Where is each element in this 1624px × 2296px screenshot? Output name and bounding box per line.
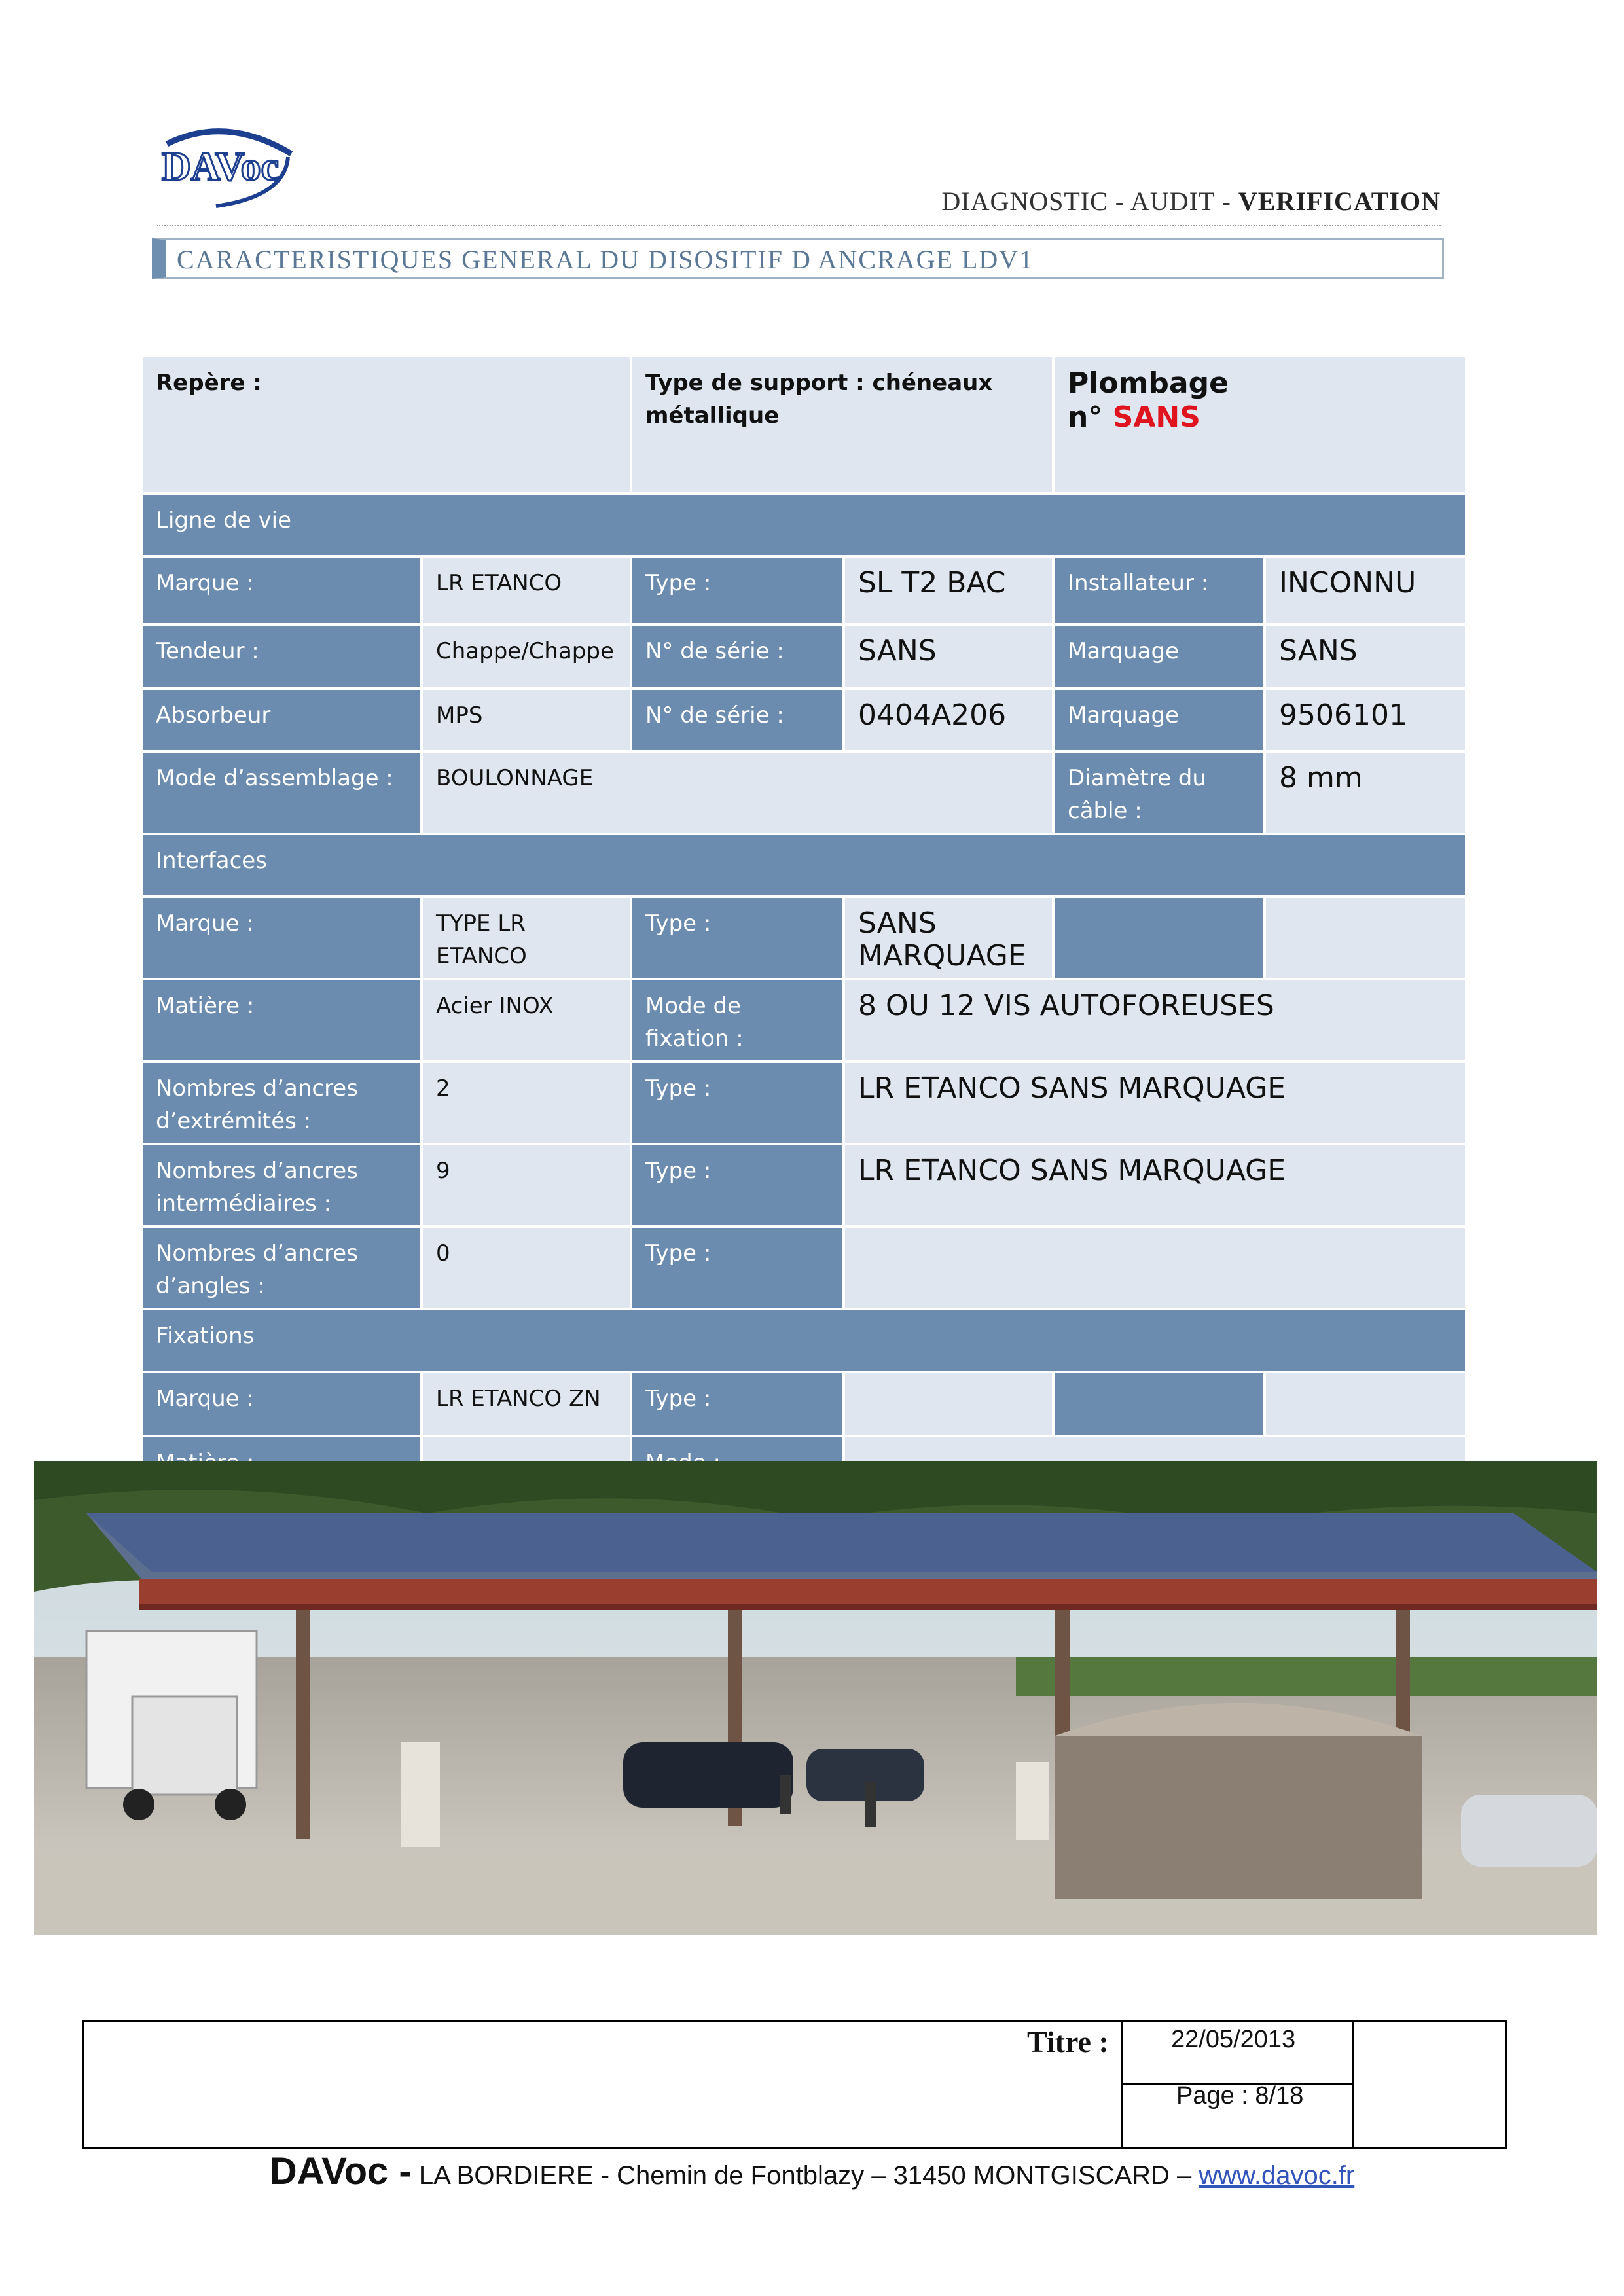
plombage — [1053, 356, 1466, 493]
ldv-marque-label: Marque : — [141, 556, 422, 624]
footer-address-text: LA BORDIERE - Chemin de Fontblazy – 31450 MONTGISCARD – — [411, 2161, 1199, 2190]
absorbeur-value: MPS — [422, 689, 631, 751]
ldv-type-label: Type : — [631, 556, 844, 624]
ldv-marque-value: LR ETANCO — [422, 556, 631, 624]
repere-label: Repère : — [141, 356, 631, 493]
intermediaires-type-value: LR ETANCO SANS MARQUAGE — [844, 1144, 1466, 1227]
tendeur-marquage-value: SANS — [1265, 624, 1466, 689]
footer-titre-label: Titre : — [1027, 2025, 1109, 2058]
section-ligne-de-vie: Ligne de vie — [141, 493, 1466, 556]
section-interfaces: Interfaces — [141, 834, 1466, 897]
diametre-value: 8 mm — [1265, 751, 1466, 834]
footer-page-number: Page : 8/18 — [1176, 2082, 1304, 2109]
absorbeur-marquage-value: 9506101 — [1265, 689, 1466, 751]
absorbeur-serie-value: 0404A206 — [844, 689, 1053, 751]
footer-address — [0, 2149, 1624, 2193]
tendeur-marquage-label: Marquage — [1053, 624, 1265, 689]
fix-marque-value: LR ETANCO ZN — [422, 1372, 631, 1436]
absorbeur-serie-label: N° de série : — [631, 689, 844, 751]
plombage-label: Plombage — [1068, 367, 1229, 400]
angles-type-label: Type : — [631, 1227, 844, 1309]
intermediaires-label: Nombres d’ancres intermédiaires : — [141, 1144, 422, 1227]
fix-empty-light — [1265, 1372, 1466, 1436]
fix-empty-dark — [1053, 1372, 1265, 1436]
extremites-type-label: Type : — [631, 1062, 844, 1144]
footer-date: 22/05/2013 — [1171, 2026, 1296, 2053]
footer-box — [82, 2020, 1507, 2149]
tendeur-serie-value: SANS — [844, 624, 1053, 689]
tendeur-value: Chappe/Chappe — [422, 624, 631, 689]
characteristics-table — [140, 355, 1468, 1503]
logo-text: DAVoc — [162, 145, 280, 189]
tendeur-label: Tendeur : — [141, 624, 422, 689]
angles-label: Nombres d’ancres d’angles : — [141, 1227, 422, 1309]
intermediaires-value: 9 — [422, 1144, 631, 1227]
ldv-installateur-label: Installateur : — [1053, 556, 1265, 624]
int-fixation-value: 8 OU 12 VIS AUTOFOREUSES — [844, 979, 1466, 1062]
int-empty-dark — [1053, 897, 1265, 979]
int-marque-value: TYPE LR ETANCO — [422, 897, 631, 979]
absorbeur-marquage-label: Marquage — [1053, 689, 1265, 751]
int-matiere-label: Matière : — [141, 979, 422, 1062]
absorbeur-label: Absorbeur — [141, 689, 422, 751]
int-empty-light — [1265, 897, 1466, 979]
plombage-value: SANS — [1112, 401, 1200, 434]
assemblage-value: BOULONNAGE — [422, 751, 1053, 834]
fix-type-label: Type : — [631, 1372, 844, 1436]
extremites-value: 2 — [422, 1062, 631, 1144]
assemblage-label: Mode d’assemblage : — [141, 751, 422, 834]
plombage-number-label: n° — [1068, 401, 1103, 434]
ldv-installateur-value: INCONNU — [1265, 556, 1466, 624]
int-fixation-label: Mode de fixation : — [631, 979, 844, 1062]
diametre-label: Diamètre du câble : — [1053, 751, 1265, 834]
angles-type-value — [844, 1227, 1466, 1309]
fix-marque-label: Marque : — [141, 1372, 422, 1436]
int-type-label: Type : — [631, 897, 844, 979]
header-tagline: DIAGNOSTIC - AUDIT - VERIFICATION — [941, 187, 1441, 216]
site-photo — [34, 1461, 1597, 1935]
section-fixations: Fixations — [141, 1309, 1466, 1372]
support-type: Type de support : chéneaux métallique — [631, 356, 1053, 493]
int-marque-label: Marque : — [141, 897, 422, 979]
angles-value: 0 — [422, 1227, 631, 1309]
tendeur-serie-label: N° de série : — [631, 624, 844, 689]
header-rule — [157, 225, 1441, 226]
intermediaires-type-label: Type : — [631, 1144, 844, 1227]
extremites-label: Nombres d’ancres d’extrémités : — [141, 1062, 422, 1144]
footer-brand: DAVoc - — [269, 2150, 412, 2193]
davoc-logo — [154, 118, 311, 216]
int-matiere-value: Acier INOX — [422, 979, 631, 1062]
fix-type-value — [844, 1372, 1053, 1436]
int-type-value: SANS MARQUAGE — [844, 897, 1053, 979]
extremites-type-value: LR ETANCO SANS MARQUAGE — [844, 1062, 1466, 1144]
footer-website-link[interactable]: www.davoc.fr — [1199, 2161, 1355, 2190]
section-title: CARACTERISTIQUES GENERAL DU DISOSITIF D ANCRAGE LDV1 — [152, 238, 1444, 279]
ldv-type-value: SL T2 BAC — [844, 556, 1053, 624]
